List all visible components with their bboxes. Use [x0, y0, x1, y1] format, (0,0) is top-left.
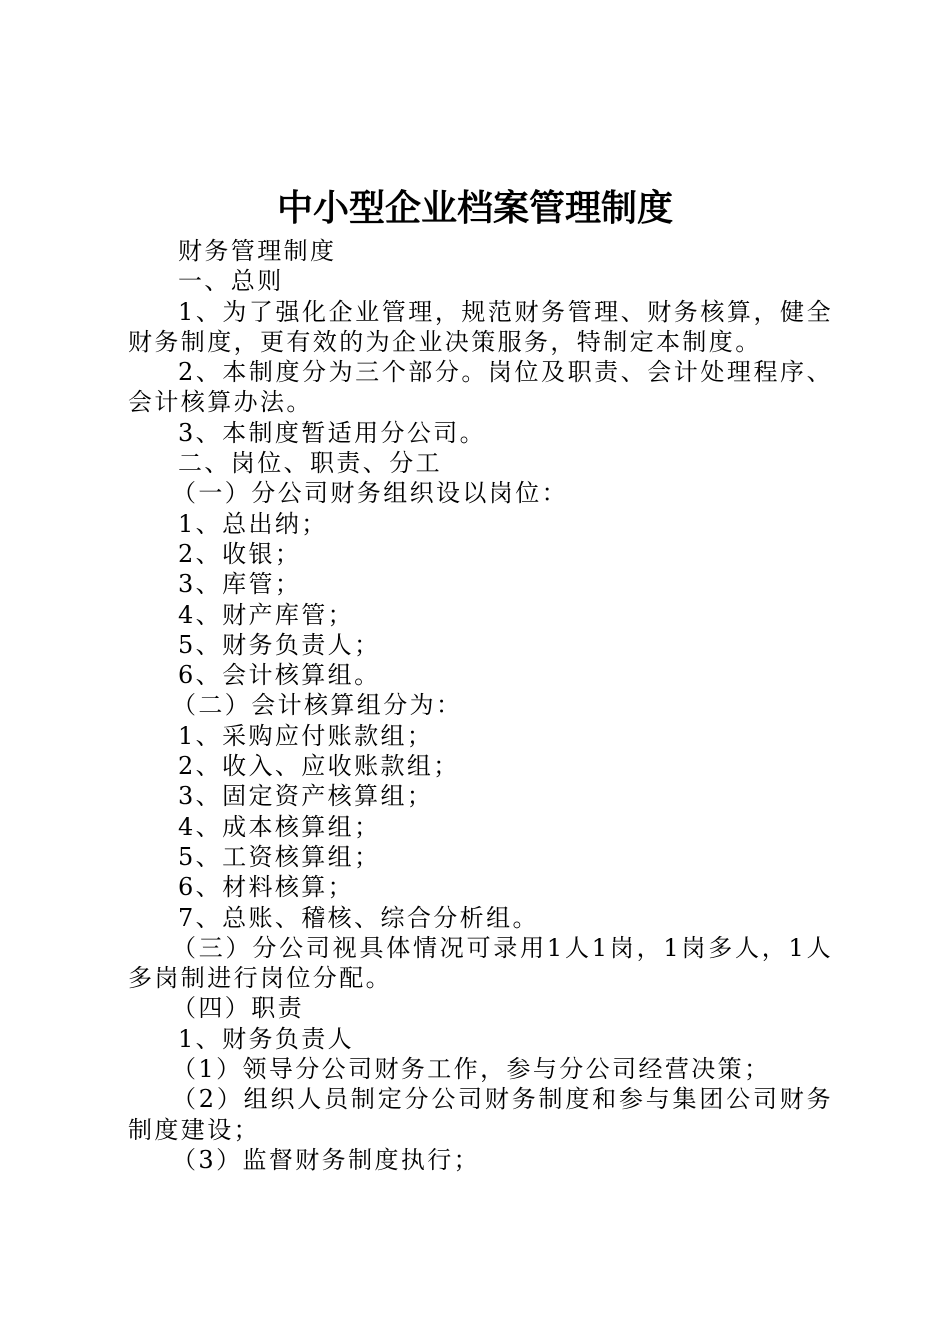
document-paragraph: 3、库管；: [178, 570, 302, 599]
document-paragraph: 2、本制度分为三个部分。岗位及职责、会计处理程序、会计核算办法。: [128, 358, 833, 417]
document-paragraph: 4、财产库管；: [178, 600, 355, 629]
document-title: 中小型企业档案管理制度: [276, 187, 673, 229]
document-paragraph: 7、总账、稽核、综合分析组。: [178, 903, 539, 932]
document-paragraph: 二、岗位、职责、分工: [178, 449, 442, 478]
document-paragraph: （2）组织人员制定分公司财务制度和参与集团公司财务制度建设；: [128, 1085, 833, 1144]
document-paragraph: （三）分公司视具体情况可录用1人1岗，1岗多人，1人多岗制进行岗位分配。: [128, 933, 833, 993]
document-paragraph: （一）分公司财务组织设以岗位：: [172, 479, 568, 508]
document-paragraph: （1）领导分公司财务工作，参与分公司经营决策；: [172, 1055, 771, 1084]
document-paragraph: 5、工资核算组；: [178, 842, 381, 871]
document-paragraph: 1、采购应付账款组；: [178, 721, 434, 750]
document-paragraph: 3、本制度暂适用分公司。: [178, 418, 487, 447]
document-paragraph: （3）监督财务制度执行；: [172, 1145, 481, 1174]
document-paragraph: 1、为了强化企业管理，规范财务管理、财务核算，健全财务制度，更有效的为企业决策服务，特制定本制度。: [128, 297, 833, 356]
document-paragraph: 1、总出纳；: [178, 509, 328, 538]
document-paragraph: （四）职责: [172, 994, 304, 1023]
document-paragraph: 1、财务负责人: [178, 1024, 355, 1053]
document-paragraph: （二）会计核算组分为：: [172, 691, 463, 720]
document-paragraph: 3、固定资产核算组；: [178, 782, 434, 811]
document-paragraph: 2、收入、应收账款组；: [178, 752, 460, 781]
document-body: [128, 236, 833, 1175]
document-paragraph: 4、成本核算组；: [178, 812, 381, 841]
document-paragraph: 5、财务负责人；: [178, 630, 381, 659]
document-paragraph: 财务管理制度: [178, 237, 337, 265]
document-paragraph: 一、总则: [178, 267, 284, 296]
document-paragraph: 2、收银；: [178, 539, 302, 568]
document-paragraph: 6、会计核算组。: [178, 661, 381, 690]
document-paragraph: 6、材料核算；: [178, 873, 355, 902]
